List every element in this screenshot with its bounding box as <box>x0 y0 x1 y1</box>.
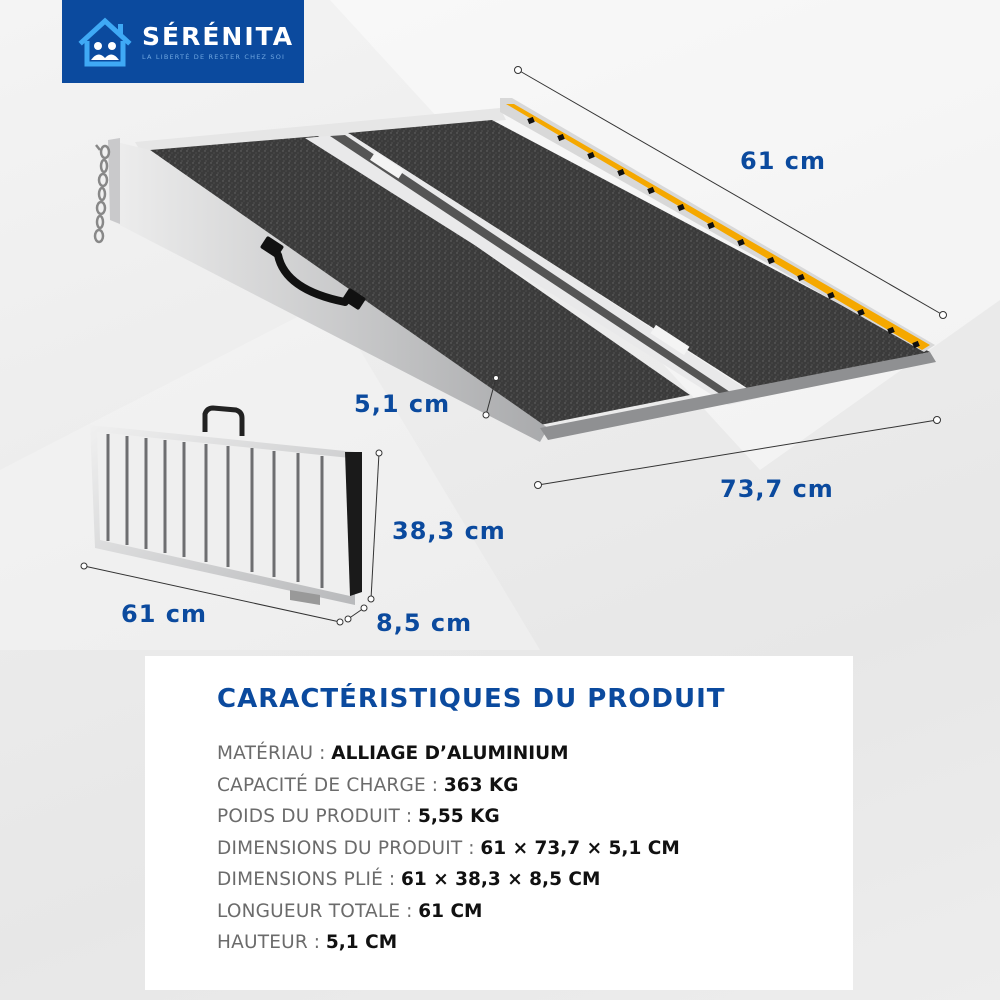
spec-row-weight <box>217 801 853 833</box>
spec-separator: : <box>307 932 326 953</box>
spec-value: 5,1 CM <box>325 932 398 953</box>
spec-row-height <box>217 927 853 959</box>
specs-card <box>145 656 853 990</box>
specs-list <box>217 738 853 959</box>
spec-label: POIDS DU PRODUIT <box>217 806 401 827</box>
dimension-label-unfolded-width: 61 cm <box>740 147 826 175</box>
spec-value: 5,55 KG <box>418 806 500 827</box>
spec-separator: : <box>425 774 444 796</box>
dimension-label-unfolded-length: 73,7 cm <box>720 475 834 503</box>
folded-ramp <box>90 408 362 605</box>
specs-title: CARACTÉRISTIQUES DU PRODUIT <box>217 684 726 714</box>
dimension-label-unfolded-height: 5,1 cm <box>354 390 451 418</box>
chain-icon <box>95 145 109 242</box>
spec-row-load-capacity <box>217 770 853 802</box>
spec-label: CAPACITÉ DE CHARGE <box>217 774 426 796</box>
spec-row-dimensions <box>217 833 853 865</box>
spec-label: DIMENSIONS PLIÉ <box>217 869 384 890</box>
spec-value: 61 × 73,7 × 5,1 CM <box>480 837 680 859</box>
spec-value: 61 × 38,3 × 8,5 CM <box>401 869 601 890</box>
dimension-label-folded-width: 61 cm <box>121 600 207 628</box>
brand-name: SÉRÉNITA <box>142 21 295 51</box>
spec-value: 363 KG <box>443 774 519 796</box>
spec-separator: : <box>313 743 332 764</box>
spec-value: ALLIAGE D’ALUMINIUM <box>331 743 569 764</box>
dimension-label-folded-length: 38,3 cm <box>392 517 506 545</box>
spec-row-folded-dimensions <box>217 864 853 896</box>
spec-row-total-length <box>217 896 853 928</box>
spec-separator: : <box>400 806 419 827</box>
spec-label: HAUTEUR <box>217 932 308 953</box>
spec-label: LONGUEUR TOTALE <box>217 900 401 922</box>
spec-separator: : <box>400 900 419 922</box>
spec-row-material <box>217 738 853 770</box>
spec-separator: : <box>383 869 402 890</box>
spec-separator: : <box>462 837 481 859</box>
spec-label: DIMENSIONS DU PRODUIT <box>217 837 463 859</box>
spec-value: 61 CM <box>418 900 483 922</box>
dimension-label-folded-depth: 8,5 cm <box>376 609 473 637</box>
spec-label: MATÉRIAU <box>217 743 314 764</box>
brand-tagline: LA LIBERTÉ DE RESTER CHEZ SOI <box>142 52 286 61</box>
